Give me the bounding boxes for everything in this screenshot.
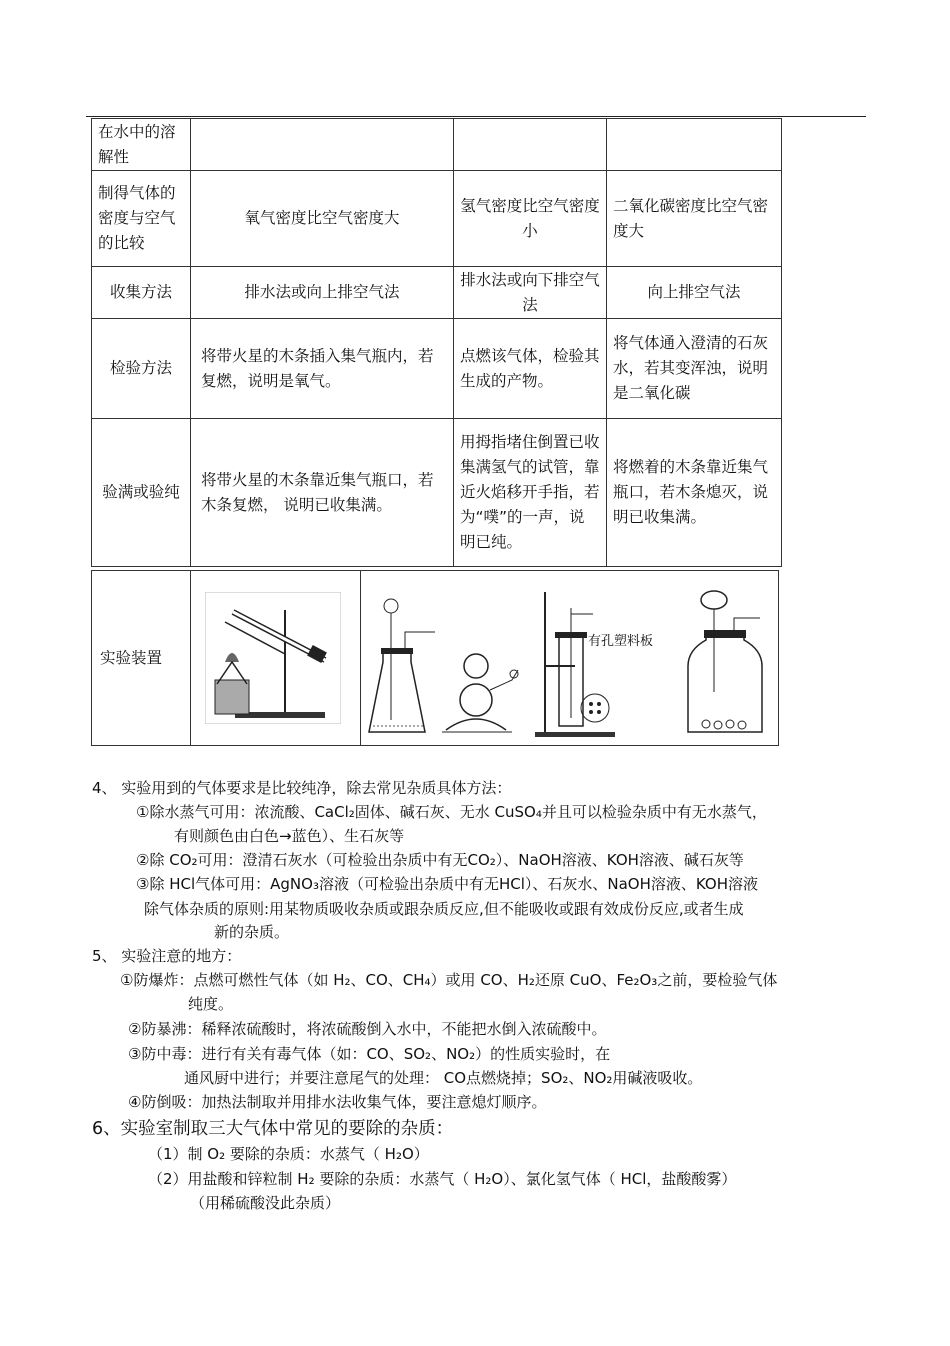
apparatus-label: 实验装置 (100, 649, 163, 667)
note-line: ①防爆炸：点燃可燃性气体（如 H₂、CO、CH₄）或用 CO、H₂还原 CuO、Fe₂O₃之前，要检验气体 (120, 971, 778, 989)
note-line: ③防中毒：进行有关有毒气体（如：CO、SO₂、NO₂）的性质实验时，在 (128, 1045, 611, 1063)
header-rule (86, 116, 866, 117)
cell-co2: 向上排空气法 (607, 267, 782, 319)
table-row (92, 419, 782, 567)
row-label: 在水中的溶解性 (92, 119, 191, 171)
table-row (92, 319, 782, 419)
note-line: 通风厨中进行；并要注意尾气的处理： CO点燃烧掉；SO₂、NO₂用碱液吸收。 (184, 1069, 703, 1087)
row-label: 收集方法 (92, 267, 191, 319)
cell-h2: 氢气密度比空气密度小 (454, 171, 607, 267)
note-line: （2）用盐酸和锌粒制 H₂ 要除的杂质：水蒸气（ H₂O）、氯化氢气体（ HCl，盐酸酸雾） (148, 1170, 737, 1188)
cell-o2: 将带火星的木条插入集气瓶内，若复燃，说明是氧气。 (191, 319, 454, 419)
note-line: 纯度。 (188, 995, 234, 1013)
note-line: ①除水蒸气可用：浓流酸、CaCl₂固体、碱石灰、无水 CuSO₄并且可以检验杂质中有无水蒸气， (136, 803, 767, 821)
note-line: 新的杂质。 (214, 923, 290, 941)
cell-co2: 将燃着的木条靠近集气瓶口，若木条熄灭，说明已收集满。 (607, 419, 782, 567)
section-6-title: 6、实验室制取三大气体中常见的要除的杂质： (92, 1119, 454, 1139)
note-line: 有则颜色由白色→蓝色）、生石灰等 (174, 827, 405, 845)
row-label: 检验方法 (92, 319, 191, 419)
note-line: ②防暴沸：稀释浓硫酸时，将浓硫酸倒入水中，不能把水倒入浓硫酸中。 (128, 1020, 607, 1038)
cell-co2: 二氧化碳密度比空气密度大 (607, 171, 782, 267)
cell-h2: 排水法或向下排空气法 (454, 267, 607, 319)
note-line: ③除 HCl气体可用：AgNO₃溶液（可检验出杂质中有无HCl）、石灰水、NaOH溶液、KOH溶液 (136, 875, 758, 893)
cell-h2: 点燃该气体，检验其生成的产物。 (454, 319, 607, 419)
gas-comparison-table (91, 118, 782, 567)
row-label: 验满或验纯 (92, 419, 191, 567)
note-line: ②除 CO₂可用：澄清石灰水（可检验出杂质中有无CO₂）、NaOH溶液、KOH溶液、碱石灰等 (136, 851, 744, 869)
section-5-title: 5、 实验注意的地方： (92, 947, 242, 965)
gas-bottle-apparatus-illustration (680, 582, 772, 742)
note-line: ④防倒吸：加热法制取并用排水法收集气体，要注意熄灯顺序。 (128, 1093, 547, 1111)
cell-o2: 将带火星的木条靠近集气瓶口，若木条复燃， 说明已收集满。 (191, 419, 454, 567)
table-row (92, 171, 782, 267)
cell-h2 (454, 119, 607, 171)
table-row (92, 119, 782, 171)
heating-apparatus-illustration (205, 592, 341, 724)
section-4-title: 4、 实验用到的气体要求是比较纯净，除去常见杂质具体方法： (92, 779, 512, 797)
perforated-plate-apparatus-illustration (515, 588, 615, 740)
perforated-plate-label: 有孔塑料板 (588, 634, 654, 649)
note-line: （用稀硫酸没此杂质） (190, 1194, 341, 1212)
cell-co2: 将气体通入澄清的石灰水，若其变浑浊，说明是二氧化碳 (607, 319, 782, 419)
cell-o2: 氧气密度比空气密度大 (191, 171, 454, 267)
cell-h2: 用拇指堵住倒置已收集满氢气的试管，靠近火焰移开手指，若为“噗”的一声，说明已纯。 (454, 419, 607, 567)
cell-co2 (607, 119, 782, 171)
cell-o2 (191, 119, 454, 171)
row-label: 制得气体的密度与空气的比较 (92, 171, 191, 267)
note-line: （1）制 O₂ 要除的杂质：水蒸气（ H₂O） (148, 1145, 429, 1163)
cell-o2: 排水法或向上排空气法 (191, 267, 454, 319)
flask-apparatus-illustration (365, 590, 437, 740)
kipp-generator-illustration (442, 640, 522, 740)
note-line: 除气体杂质的原则:用某物质吸收杂质或跟杂质反应,但不能吸收或跟有效成份反应,或者生成 (144, 900, 744, 918)
table-row (92, 267, 782, 319)
